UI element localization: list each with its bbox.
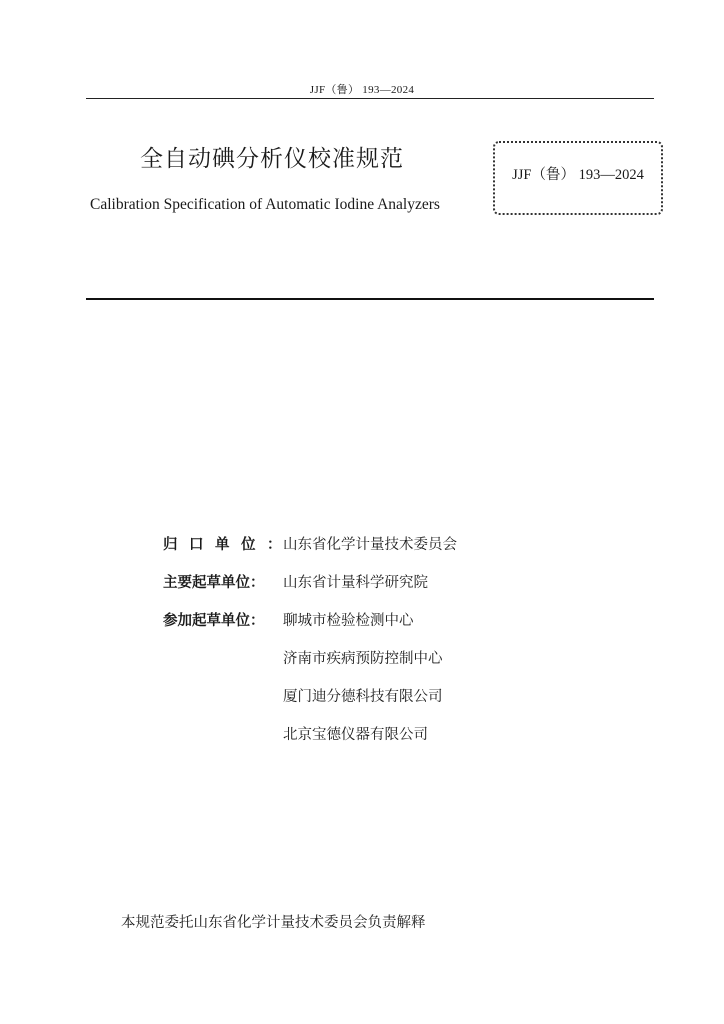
header-rule: [86, 98, 654, 99]
participant-item: 厦门迪分德科技有限公司: [283, 689, 443, 705]
participants-label: 参加起草单位：: [163, 613, 265, 629]
title-english: Calibration Specification of Automatic Iodine Analyzers: [90, 196, 440, 213]
participant-item: 聊城市检验检测中心: [283, 613, 414, 629]
specification-code: JJF（鲁） 193—2024: [512, 167, 644, 183]
main-drafter-value: 山东省计量科学研究院: [283, 575, 428, 591]
running-header-code: JJF（鲁） 193—2024: [309, 84, 415, 96]
title-chinese: 全自动碘分析仪校准规范: [140, 146, 404, 172]
main-drafter-label: 主要起草单位：: [163, 575, 265, 591]
centralized-unit-value: 山东省化学计量技术委员会: [283, 537, 457, 553]
interpretation-note: 本规范委托山东省化学计量技术委员会负责解释: [121, 915, 426, 931]
participant-item: 济南市疾病预防控制中心: [283, 651, 443, 667]
centralized-unit-label: 归口单位：: [163, 537, 293, 553]
participant-item: 北京宝德仪器有限公司: [283, 727, 428, 743]
title-rule: [86, 298, 654, 300]
